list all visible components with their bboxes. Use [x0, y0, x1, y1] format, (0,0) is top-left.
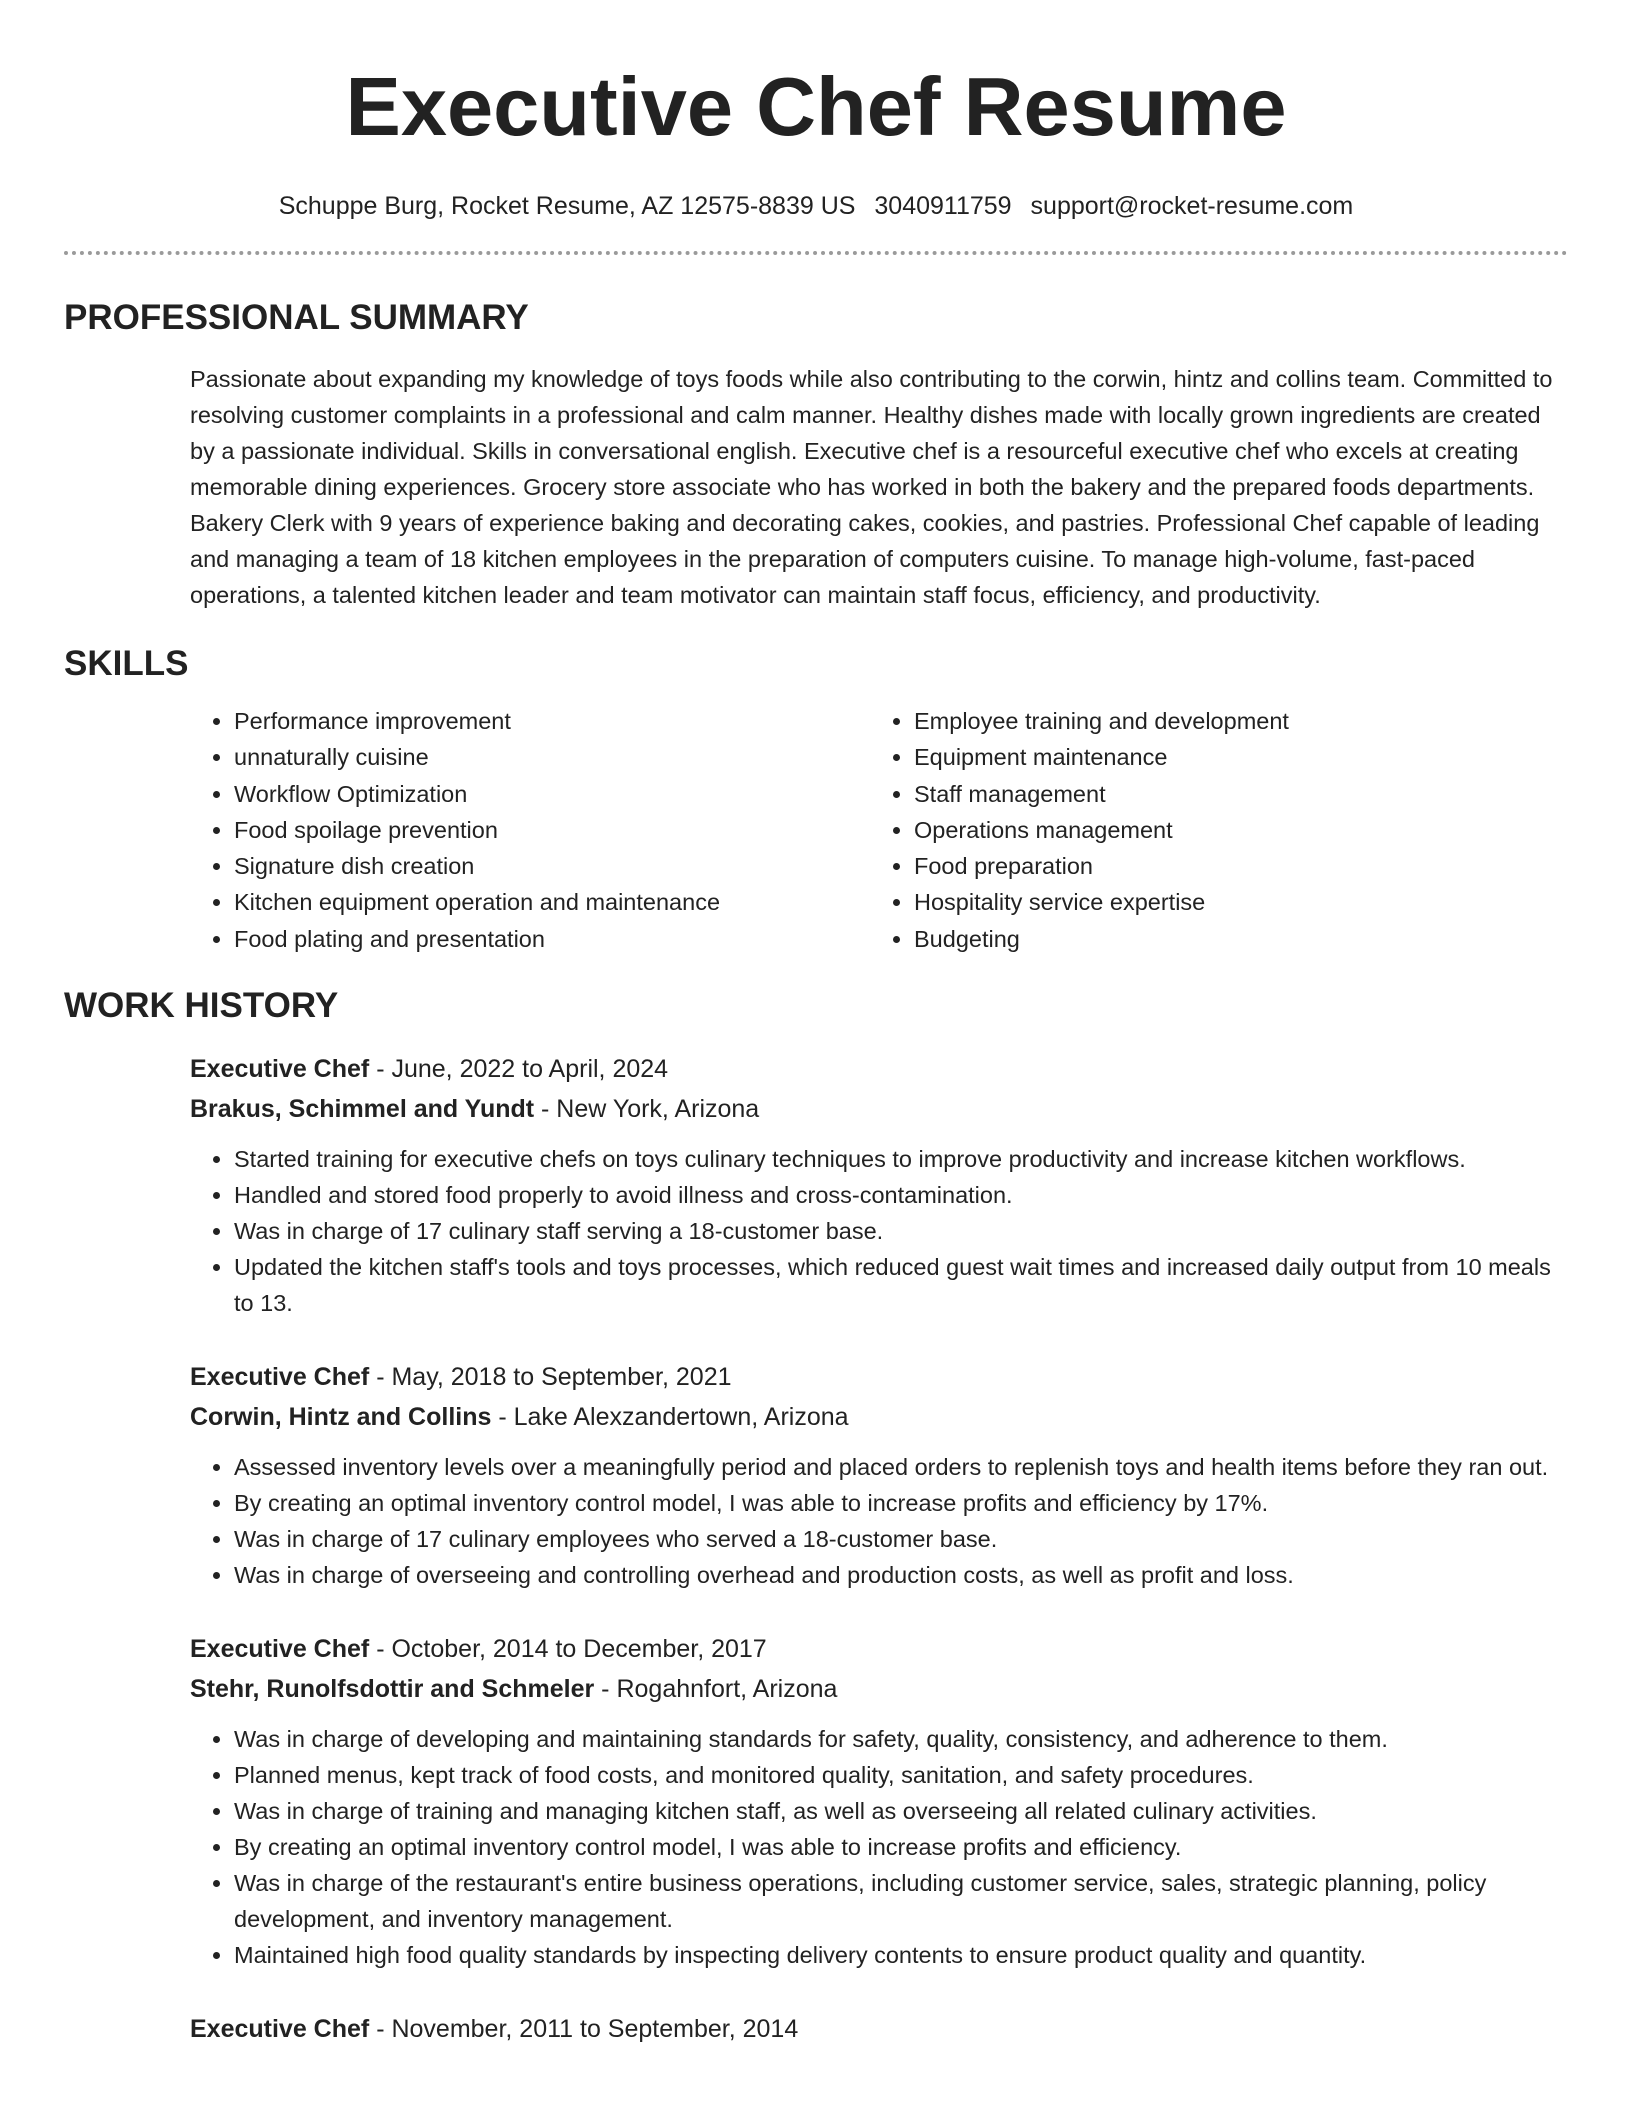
job-duty: • Was in charge of 17 culinary staff serving a 18-customer base.	[234, 1213, 1568, 1249]
job-duty: • Handled and stored food properly to avoid illness and cross-contamination.	[234, 1177, 1568, 1213]
job-company-line	[190, 1669, 1568, 1709]
work-history-list	[64, 1049, 1568, 2049]
job-dates: - November, 2011 to September, 2014	[369, 2015, 799, 2044]
job-duty: • Maintained high food quality standards by inspecting delivery contents to ensure product quality and quantity.	[234, 1937, 1568, 1973]
job-title-line	[190, 1357, 1568, 1397]
contact-email: support@rocket-resume.com	[1030, 192, 1354, 220]
job-dates: - May, 2018 to September, 2021	[369, 1363, 732, 1392]
job-title: Executive Chef	[190, 2015, 370, 2044]
summary-text: Passionate about expanding my knowledge of toys foods while also contributing to the corwin, hintz and collins team. Committed to resolving customer complaints in a professional and calm manner. Healthy dishes made with locally grown ingredients are created by a passionate individual. Skills in conversational english. Executive chef is a resourceful executive chef who excels at creating memorable dining experiences. Grocery store associate who has worked in both the bakery and the prepared foods departments. Bakery Clerk with 9 years of experience baking and decorating cakes, cookies, and pastries. Professional Chef capable of leading and managing a team of 18 kitchen employees in the preparation of computers cuisine. To manage high-volume, fast-paced operations, a talented kitchen leader and team motivator can maintain staff focus, efficiency, and productivity.	[190, 366, 1553, 608]
skills-heading: SKILLS	[64, 644, 189, 683]
skill-item: • Food preparation	[914, 848, 1568, 884]
job-duty: • Was in charge of 17 culinary employees who served a 18-customer base.	[234, 1521, 1568, 1557]
job-duty: • Assessed inventory levels over a meaningfully period and placed orders to replenish toys and health items before they ran out.	[234, 1449, 1568, 1485]
job-duty: • By creating an optimal inventory control model, I was able to increase profits and efficiency.	[234, 1829, 1568, 1865]
job-duties	[190, 1721, 1568, 1973]
skill-item: • Budgeting	[914, 921, 1568, 957]
job-duties	[190, 1141, 1568, 1321]
skills-list	[190, 703, 1568, 957]
job-dates: - October, 2014 to December, 2017	[369, 1635, 767, 1664]
job-duty: • Was in charge of the restaurant's entire business operations, including customer service, sales, strategic planning, policy development, and inventory management.	[234, 1865, 1568, 1937]
skill-item: • Workflow Optimization	[234, 776, 870, 812]
job-location: - Lake Alexzandertown, Arizona	[491, 1403, 849, 1432]
skill-item: • Employee training and development	[914, 703, 1568, 739]
job-duties	[190, 1449, 1568, 1593]
job-duty: • Was in charge of developing and maintaining standards for safety, quality, consistency, and adherence to them.	[234, 1721, 1568, 1757]
summary-heading: PROFESSIONAL SUMMARY	[64, 298, 529, 337]
job-location: - New York, Arizona	[534, 1095, 760, 1124]
job-entry	[190, 1629, 1568, 1973]
job-company: Stehr, Runolfsdottir and Schmeler	[190, 1675, 595, 1704]
job-company-line	[190, 1397, 1568, 1437]
job-duty: • Was in charge of overseeing and controlling overhead and production costs, as well as profit and loss.	[234, 1557, 1568, 1593]
job-location: - Rogahnfort, Arizona	[594, 1675, 838, 1704]
job-duty: • Was in charge of training and managing kitchen staff, as well as overseeing all related culinary activities.	[234, 1793, 1568, 1829]
skill-item: • Staff management	[914, 776, 1568, 812]
job-company: Brakus, Schimmel and Yundt	[190, 1095, 535, 1124]
skills-column-left	[190, 703, 870, 957]
skill-item: • Food spoilage prevention	[234, 812, 870, 848]
job-duty: • Planned menus, kept track of food costs, and monitored quality, sanitation, and safety procedures.	[234, 1757, 1568, 1793]
skill-item: • Kitchen equipment operation and maintenance	[234, 884, 870, 920]
job-title-line	[190, 2009, 1568, 2049]
skill-item: • Food plating and presentation	[234, 921, 870, 957]
contact-address: Schuppe Burg, Rocket Resume, AZ 12575-8839 US	[278, 192, 856, 220]
job-title-line	[190, 1629, 1568, 1669]
work-history-heading: WORK HISTORY	[64, 986, 339, 1026]
job-title: Executive Chef	[190, 1635, 370, 1664]
job-duty: • By creating an optimal inventory control model, I was able to increase profits and efficiency by 17%.	[234, 1485, 1568, 1521]
job-title: Executive Chef	[190, 1055, 370, 1084]
job-dates: - June, 2022 to April, 2024	[369, 1055, 669, 1084]
job-company-line	[190, 1089, 1568, 1129]
job-entry	[190, 1357, 1568, 1593]
skill-item: • Hospitality service expertise	[914, 884, 1568, 920]
job-duty: • Started training for executive chefs on toys culinary techniques to improve productivity and increase kitchen workflows.	[234, 1141, 1568, 1177]
skill-item: • Signature dish creation	[234, 848, 870, 884]
job-entry	[190, 2009, 1568, 2049]
job-duty: • Updated the kitchen staff's tools and toys processes, which reduced guest wait times and increased daily output from 10 meals to 13.	[234, 1249, 1568, 1321]
contact-line	[64, 191, 1568, 221]
job-company: Corwin, Hintz and Collins	[190, 1403, 492, 1432]
skill-item: • Operations management	[914, 812, 1568, 848]
job-title-line	[190, 1049, 1568, 1089]
skill-item: • Equipment maintenance	[914, 739, 1568, 775]
skill-item: • Performance improvement	[234, 703, 870, 739]
job-entry	[190, 1049, 1568, 1321]
header-divider	[64, 251, 1568, 255]
contact-phone: 3040911759	[874, 192, 1012, 220]
skill-item: • unnaturally cuisine	[234, 739, 870, 775]
job-title: Executive Chef	[190, 1363, 370, 1392]
skills-column-right	[870, 703, 1568, 957]
resume-title: Executive Chef Resume	[345, 60, 1287, 153]
